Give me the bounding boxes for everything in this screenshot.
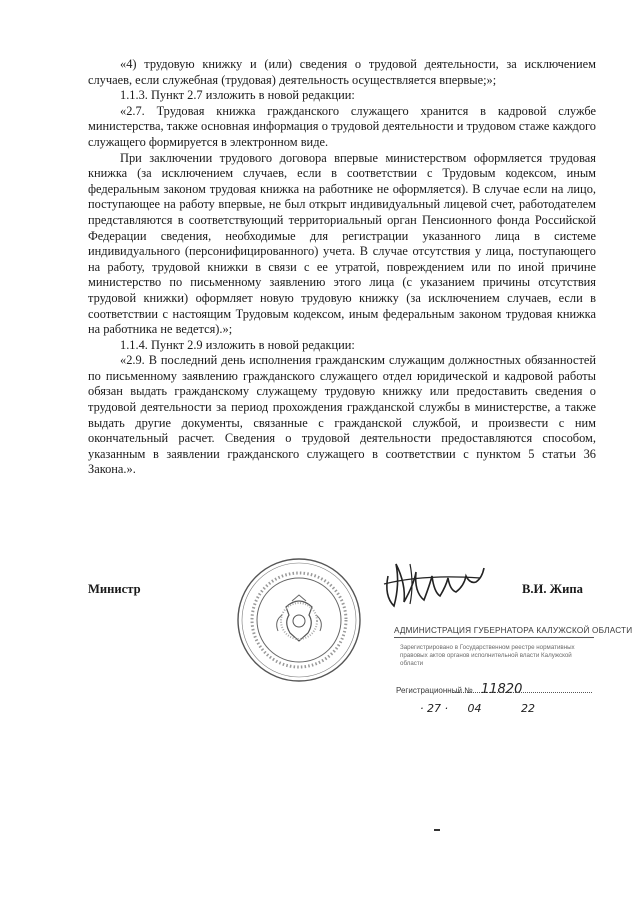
document-body bbox=[88, 57, 596, 478]
registration-number-row bbox=[396, 682, 596, 697]
stamp-body-text: Зарегистрировано в Государственном реестре нормативных правовых актов органов исполнительной власти Калужской области bbox=[400, 644, 575, 667]
paragraph-point-1-1-3: 1.1.3. Пункт 2.7 изложить в новой редакции: bbox=[120, 88, 355, 103]
registration-stamp bbox=[390, 622, 633, 722]
date-day: 27 bbox=[427, 702, 441, 715]
paragraph-clause-2-7: «2.7. Трудовая книжка гражданского служащего хранится в кадровой службе министерства, также основная информация о трудовой деятельности и трудовом стаже каждого служащего формируется в электронном виде. bbox=[88, 103, 596, 149]
registration-number: 11820 bbox=[480, 682, 523, 697]
paragraph-clause-2-9: «2.9. В последний день исполнения гражданским служащим должностных обязанностей по письменному заявлению гражданского служащего отдел юридической и кадровой работы обязан выдать гражданскому служащему трудовую книжку или предоставить сведения о трудовой деятельности за период прохождения гражданской службы в министерстве, а также выдать другие документы, связанные с гражданской службой, и произвести с ним окончательный расчет. Сведения о трудовой деятельности предоставляются способом, указанным в заявлении гражданского служащего в соответствии с пунктом 5 статьи 36 Закона.». bbox=[88, 353, 596, 477]
official-seal bbox=[234, 555, 364, 685]
dotted-line bbox=[452, 692, 592, 693]
registration-date: · 27 · 04 22 bbox=[420, 702, 535, 715]
paragraph-item-4: «4) трудовую книжку и (или) сведения о трудовой деятельности, за исключением случаев, если служебная (трудовая) деятельность осуществляется впервые;»; bbox=[88, 57, 596, 87]
handwritten-signature bbox=[380, 558, 520, 618]
paragraph-employment-contract: При заключении трудового договора впервые министерством оформляется трудовая книжка (за исключением случаев, если в соответствии с Трудовым кодексом, иным федеральным законом трудовая книжка на работнике не оформляется). В случае если на лицо, поступающее на работу впервые, не был открыт индивидуальный лицевой счет, работодателем представляются в соответствующий территориальный орган Пенсионного фонда Российской Федерации сведения, необходимые для регистрации указанного лица в системе индивидуального (персонифицированного) учета. В случае отсутствия у лица, поступающего на работу, трудовой книжки в связи с ее утратой, повреждением или по иной причине министерство по письменному заявлению этого лица (с указанием причины отсутствия трудовой книжки) оформляет новую трудовую книжку (за исключением случаев, если в соответствии с настоящим Трудовым кодексом, иным федеральным законом трудовая книжка на работника не ведется).»; bbox=[88, 150, 596, 337]
position-title: Министр bbox=[88, 582, 141, 596]
stray-mark bbox=[434, 829, 440, 831]
date-year: 22 bbox=[521, 702, 535, 715]
date-month: 04 bbox=[467, 702, 482, 715]
stamp-header: АДМИНИСТРАЦИЯ ГУБЕРНАТОРА КАЛУЖСКОЙ ОБЛАСТИ bbox=[394, 626, 594, 638]
paragraph-point-1-1-4: 1.1.4. Пункт 2.9 изложить в новой редакции: bbox=[120, 337, 355, 352]
signer-name: В.И. Жипа bbox=[522, 582, 583, 596]
registration-number-label: Регистрационный № bbox=[396, 686, 473, 695]
